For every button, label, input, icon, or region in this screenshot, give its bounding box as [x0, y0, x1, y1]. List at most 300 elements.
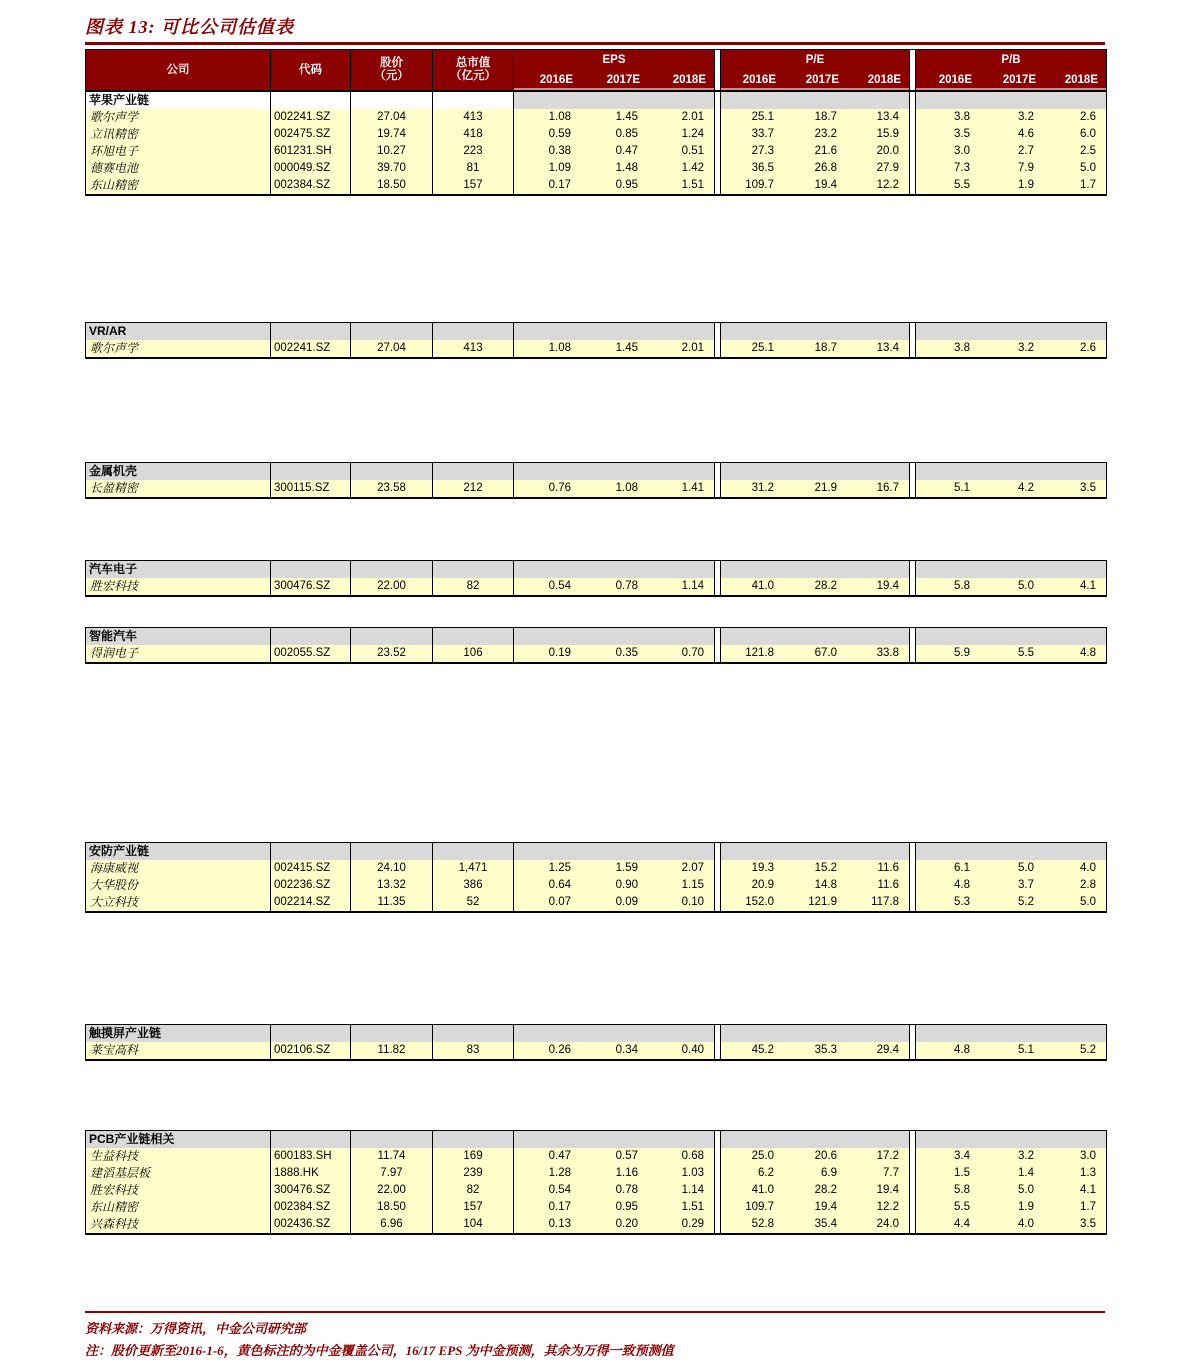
section-empty-cell — [721, 1131, 784, 1148]
section-empty-cell — [271, 561, 351, 578]
column-spacer — [714, 109, 721, 126]
column-spacer — [909, 1165, 916, 1182]
section-empty-cell — [514, 323, 581, 340]
pe-value-cell: 17.2 — [847, 1148, 909, 1165]
section-empty-cell — [784, 463, 847, 480]
price-cell: 7.97 — [351, 1165, 433, 1182]
section-empty-cell — [916, 628, 980, 645]
section-empty-cell — [514, 628, 581, 645]
eps-value-cell: 1.45 — [581, 109, 648, 126]
pe-value-cell: 19.4 — [784, 1199, 847, 1216]
section-empty-cell — [433, 561, 514, 578]
header-spacer — [909, 50, 916, 90]
section-5 — [85, 627, 1107, 664]
eps-value-cell: 0.13 — [514, 1216, 581, 1233]
column-spacer — [714, 177, 721, 194]
section-empty-cell — [433, 323, 514, 340]
column-spacer — [909, 92, 916, 109]
column-spacer — [714, 628, 721, 645]
pb-value-cell: 2.7 — [980, 143, 1044, 160]
pb-value-cell: 3.4 — [916, 1148, 980, 1165]
price-cell: 11.35 — [351, 894, 433, 911]
column-spacer — [714, 1182, 721, 1199]
section-empty-cell — [351, 628, 433, 645]
section-empty-cell — [980, 843, 1044, 860]
pe-value-cell: 23.2 — [784, 126, 847, 143]
pb-value-cell: 5.0 — [1044, 894, 1106, 911]
pe-value-cell: 109.7 — [721, 177, 784, 194]
company-name-cell: 建滔基层板 — [86, 1165, 271, 1182]
section-empty-cell — [916, 92, 980, 109]
pe-value-cell: 20.6 — [784, 1148, 847, 1165]
pe-value-cell: 26.8 — [784, 160, 847, 177]
section-empty-cell — [581, 463, 648, 480]
market-cap-cell: 157 — [433, 177, 514, 194]
section-empty-cell — [514, 92, 581, 109]
eps-value-cell: 0.20 — [581, 1216, 648, 1233]
pb-value-cell: 4.6 — [980, 126, 1044, 143]
year-header-eps-0: 2016E — [514, 70, 581, 90]
section-empty-cell — [847, 1131, 909, 1148]
section-empty-cell — [433, 628, 514, 645]
section-empty-cell — [721, 323, 784, 340]
section-empty-cell — [721, 92, 784, 109]
pe-value-cell: 11.6 — [847, 877, 909, 894]
section-empty-cell — [1044, 463, 1106, 480]
group-header-pb: P/B — [1001, 53, 1021, 66]
market-cap-cell: 52 — [433, 894, 514, 911]
section-empty-cell — [271, 1025, 351, 1042]
eps-value-cell: 0.85 — [581, 126, 648, 143]
pe-value-cell: 7.7 — [847, 1165, 909, 1182]
section-empty-cell — [648, 628, 714, 645]
eps-value-cell: 0.90 — [581, 877, 648, 894]
section-empty-cell — [980, 323, 1044, 340]
pe-value-cell: 35.3 — [784, 1042, 847, 1059]
section-empty-cell — [581, 1131, 648, 1148]
pe-value-cell: 67.0 — [784, 645, 847, 662]
eps-value-cell: 0.47 — [581, 143, 648, 160]
price-cell: 23.52 — [351, 645, 433, 662]
eps-value-cell: 0.07 — [514, 894, 581, 911]
section-3 — [85, 462, 1107, 499]
pb-value-cell: 4.0 — [980, 1216, 1044, 1233]
section-7 — [85, 1024, 1107, 1061]
year-header-pe-0: 2016E — [721, 70, 784, 90]
pb-value-cell: 4.4 — [916, 1216, 980, 1233]
pb-value-cell: 3.7 — [980, 877, 1044, 894]
section-empty-cell — [648, 1131, 714, 1148]
column-spacer — [714, 578, 721, 595]
price-cell: 11.82 — [351, 1042, 433, 1059]
pb-value-cell: 3.8 — [916, 340, 980, 357]
pe-value-cell: 6.2 — [721, 1165, 784, 1182]
section-empty-cell — [784, 628, 847, 645]
section-empty-cell — [980, 1131, 1044, 1148]
section-empty-cell — [1044, 628, 1106, 645]
valuation-table — [85, 49, 1107, 1235]
pe-value-cell: 16.7 — [847, 480, 909, 497]
column-spacer — [714, 894, 721, 911]
price-cell: 11.74 — [351, 1148, 433, 1165]
section-empty-cell — [1044, 323, 1106, 340]
company-name-cell: 大立科技 — [86, 894, 271, 911]
section-title-cell: 苹果产业链 — [86, 92, 271, 109]
eps-value-cell: 1.08 — [581, 480, 648, 497]
section-empty-cell — [1044, 1025, 1106, 1042]
column-spacer — [714, 92, 721, 109]
stock-code-cell: 002241.SZ — [271, 109, 351, 126]
year-header-eps-1: 2017E — [581, 70, 648, 90]
pb-value-cell: 4.2 — [980, 480, 1044, 497]
pe-value-cell: 28.2 — [784, 578, 847, 595]
group-header-pe: P/E — [805, 53, 825, 66]
eps-value-cell: 0.70 — [648, 645, 714, 662]
eps-value-cell: 1.14 — [648, 578, 714, 595]
section-empty-cell — [648, 92, 714, 109]
section-empty-cell — [980, 463, 1044, 480]
pb-value-cell: 1.4 — [980, 1165, 1044, 1182]
stock-code-cell: 1888.HK — [271, 1165, 351, 1182]
section-empty-cell — [916, 561, 980, 578]
eps-value-cell: 0.17 — [514, 177, 581, 194]
pb-value-cell: 6.0 — [1044, 126, 1106, 143]
pe-value-cell: 45.2 — [721, 1042, 784, 1059]
pe-value-cell: 13.4 — [847, 340, 909, 357]
pe-value-cell: 20.9 — [721, 877, 784, 894]
eps-value-cell: 0.57 — [581, 1148, 648, 1165]
section-empty-cell — [980, 92, 1044, 109]
column-spacer — [714, 143, 721, 160]
section-empty-cell — [784, 561, 847, 578]
pb-value-cell: 5.0 — [1044, 160, 1106, 177]
column-spacer — [909, 843, 916, 860]
market-cap-cell: 106 — [433, 645, 514, 662]
section-title-cell: 触摸屏产业链 — [86, 1025, 271, 1042]
price-cell: 22.00 — [351, 1182, 433, 1199]
eps-value-cell: 1.16 — [581, 1165, 648, 1182]
market-cap-cell: 104 — [433, 1216, 514, 1233]
market-cap-cell: 83 — [433, 1042, 514, 1059]
eps-value-cell: 0.34 — [581, 1042, 648, 1059]
col-header-company: 公司 — [86, 50, 271, 90]
company-name-cell: 兴森科技 — [86, 1216, 271, 1233]
market-cap-cell: 157 — [433, 1199, 514, 1216]
section-empty-cell — [581, 628, 648, 645]
year-header-pe-2: 2018E — [847, 70, 909, 90]
year-header-pb-0: 2016E — [916, 70, 980, 90]
year-header-pb-1: 2017E — [980, 70, 1044, 90]
column-spacer — [714, 1148, 721, 1165]
eps-value-cell: 0.78 — [581, 1182, 648, 1199]
section-empty-cell — [847, 843, 909, 860]
section-empty-cell — [514, 463, 581, 480]
market-cap-cell: 1,471 — [433, 860, 514, 877]
column-spacer — [909, 1182, 916, 1199]
eps-value-cell: 1.48 — [581, 160, 648, 177]
pe-value-cell: 20.0 — [847, 143, 909, 160]
pb-value-cell: 5.8 — [916, 578, 980, 595]
column-spacer — [714, 860, 721, 877]
mktcap-header-line2: （亿元） — [450, 70, 496, 82]
company-name-cell: 立讯精密 — [86, 126, 271, 143]
section-title-cell: 安防产业链 — [86, 843, 271, 860]
pe-value-cell: 19.3 — [721, 860, 784, 877]
company-name-cell: 长盈精密 — [86, 480, 271, 497]
pe-value-cell: 27.3 — [721, 143, 784, 160]
pb-value-cell: 2.8 — [1044, 877, 1106, 894]
pb-value-cell: 4.0 — [1044, 860, 1106, 877]
column-spacer — [714, 1042, 721, 1059]
section-title-cell: 汽车电子 — [86, 561, 271, 578]
pb-value-cell: 5.0 — [980, 860, 1044, 877]
eps-value-cell: 1.51 — [648, 177, 714, 194]
pe-value-cell: 28.2 — [784, 1182, 847, 1199]
year-header-pe-1: 2017E — [784, 70, 847, 90]
pe-value-cell: 6.9 — [784, 1165, 847, 1182]
pb-value-cell: 5.5 — [980, 645, 1044, 662]
column-spacer — [909, 645, 916, 662]
section-empty-cell — [916, 1025, 980, 1042]
pe-value-cell: 52.8 — [721, 1216, 784, 1233]
stock-code-cell: 002475.SZ — [271, 126, 351, 143]
pb-value-cell: 3.2 — [980, 1148, 1044, 1165]
section-2 — [85, 322, 1107, 359]
section-empty-cell — [721, 463, 784, 480]
section-8 — [85, 1130, 1107, 1235]
section-empty-cell — [648, 561, 714, 578]
section-empty-cell — [271, 463, 351, 480]
pe-value-cell: 25.1 — [721, 109, 784, 126]
section-title-cell: 智能汽车 — [86, 628, 271, 645]
column-spacer — [909, 177, 916, 194]
figure-title: 图表 13: 可比公司估值表 — [85, 17, 294, 37]
section-empty-cell — [351, 843, 433, 860]
column-spacer — [909, 578, 916, 595]
pe-value-cell: 18.7 — [784, 340, 847, 357]
pe-value-cell: 25.1 — [721, 340, 784, 357]
eps-value-cell: 0.29 — [648, 1216, 714, 1233]
section-empty-cell — [271, 843, 351, 860]
market-cap-cell: 82 — [433, 1182, 514, 1199]
section-empty-cell — [581, 843, 648, 860]
eps-value-cell: 1.51 — [648, 1199, 714, 1216]
pb-value-cell: 5.1 — [980, 1042, 1044, 1059]
stock-code-cell: 002415.SZ — [271, 860, 351, 877]
pe-value-cell: 14.8 — [784, 877, 847, 894]
section-empty-cell — [581, 1025, 648, 1042]
eps-value-cell: 0.17 — [514, 1199, 581, 1216]
column-spacer — [909, 126, 916, 143]
market-cap-cell: 239 — [433, 1165, 514, 1182]
column-spacer — [714, 1165, 721, 1182]
pe-value-cell: 121.9 — [784, 894, 847, 911]
section-empty-cell — [916, 843, 980, 860]
pb-value-cell: 6.1 — [916, 860, 980, 877]
column-spacer — [909, 143, 916, 160]
section-empty-cell — [433, 1131, 514, 1148]
pe-value-cell: 41.0 — [721, 1182, 784, 1199]
price-cell: 23.58 — [351, 480, 433, 497]
eps-value-cell: 1.28 — [514, 1165, 581, 1182]
company-name-cell: 歌尔声学 — [86, 340, 271, 357]
pe-value-cell: 19.4 — [784, 177, 847, 194]
eps-value-cell: 0.19 — [514, 645, 581, 662]
column-spacer — [909, 1148, 916, 1165]
section-empty-cell — [514, 1025, 581, 1042]
eps-value-cell: 0.68 — [648, 1148, 714, 1165]
company-name-cell: 莱宝高科 — [86, 1042, 271, 1059]
price-cell: 24.10 — [351, 860, 433, 877]
section-empty-cell — [581, 92, 648, 109]
column-spacer — [909, 1025, 916, 1042]
column-spacer — [909, 628, 916, 645]
table-header — [85, 49, 1107, 92]
section-empty-cell — [514, 1131, 581, 1148]
eps-value-cell: 1.59 — [581, 860, 648, 877]
stock-code-cell: 300476.SZ — [271, 1182, 351, 1199]
section-empty-cell — [784, 1131, 847, 1148]
eps-value-cell: 0.40 — [648, 1042, 714, 1059]
section-empty-cell — [351, 92, 433, 109]
market-cap-cell: 169 — [433, 1148, 514, 1165]
section-empty-cell — [784, 843, 847, 860]
pe-value-cell: 15.9 — [847, 126, 909, 143]
company-name-cell: 歌尔声学 — [86, 109, 271, 126]
table-figure — [85, 0, 1107, 1359]
eps-value-cell: 0.09 — [581, 894, 648, 911]
pe-value-cell: 21.9 — [784, 480, 847, 497]
section-empty-cell — [351, 1131, 433, 1148]
pb-value-cell: 4.1 — [1044, 578, 1106, 595]
eps-value-cell: 1.08 — [514, 109, 581, 126]
market-cap-cell: 413 — [433, 340, 514, 357]
market-cap-cell: 82 — [433, 578, 514, 595]
pe-value-cell: 121.8 — [721, 645, 784, 662]
pe-value-cell: 109.7 — [721, 1199, 784, 1216]
column-spacer — [714, 843, 721, 860]
section-empty-cell — [648, 1025, 714, 1042]
column-spacer — [714, 1131, 721, 1148]
pe-value-cell: 117.8 — [847, 894, 909, 911]
pb-value-cell: 1.5 — [916, 1165, 980, 1182]
eps-value-cell: 1.24 — [648, 126, 714, 143]
price-cell: 22.00 — [351, 578, 433, 595]
section-empty-cell — [1044, 92, 1106, 109]
eps-value-cell: 0.59 — [514, 126, 581, 143]
column-spacer — [909, 860, 916, 877]
column-spacer — [714, 561, 721, 578]
section-empty-cell — [980, 628, 1044, 645]
price-cell: 13.32 — [351, 877, 433, 894]
column-spacer — [909, 480, 916, 497]
company-name-cell: 德赛电池 — [86, 160, 271, 177]
pb-value-cell: 1.9 — [980, 1199, 1044, 1216]
pe-value-cell: 11.6 — [847, 860, 909, 877]
eps-value-cell: 0.35 — [581, 645, 648, 662]
section-empty-cell — [351, 561, 433, 578]
column-spacer — [714, 645, 721, 662]
pb-value-cell: 1.3 — [1044, 1165, 1106, 1182]
col-header-mktcap — [433, 50, 514, 90]
eps-value-cell: 0.78 — [581, 578, 648, 595]
column-spacer — [909, 1042, 916, 1059]
pb-value-cell: 7.9 — [980, 160, 1044, 177]
eps-value-cell: 1.14 — [648, 1182, 714, 1199]
section-4 — [85, 560, 1107, 597]
stock-code-cell: 002241.SZ — [271, 340, 351, 357]
column-spacer — [909, 160, 916, 177]
column-spacer — [909, 323, 916, 340]
pb-value-cell: 1.9 — [980, 177, 1044, 194]
pe-value-cell: 19.4 — [847, 1182, 909, 1199]
section-empty-cell — [351, 323, 433, 340]
eps-value-cell: 1.03 — [648, 1165, 714, 1182]
stock-code-cell: 300115.SZ — [271, 480, 351, 497]
mktcap-header-line1: 总市值 — [455, 57, 491, 69]
market-cap-cell: 223 — [433, 143, 514, 160]
price-cell: 27.04 — [351, 340, 433, 357]
eps-value-cell: 0.10 — [648, 894, 714, 911]
section-empty-cell — [847, 92, 909, 109]
pe-value-cell: 31.2 — [721, 480, 784, 497]
pe-value-cell: 18.7 — [784, 109, 847, 126]
note-line: 注：股价更新至2016-1-6，黄色标注的为中金覆盖公司，16/17 EPS 为中金预测，其余为万得一致预测值 — [85, 1343, 674, 1358]
eps-value-cell: 1.42 — [648, 160, 714, 177]
company-name-cell: 胜宏科技 — [86, 1182, 271, 1199]
company-name-cell: 海康威视 — [86, 860, 271, 877]
price-cell: 6.96 — [351, 1216, 433, 1233]
pb-value-cell: 3.2 — [980, 109, 1044, 126]
section-empty-cell — [1044, 1131, 1106, 1148]
section-empty-cell — [916, 463, 980, 480]
section-empty-cell — [433, 463, 514, 480]
pb-value-cell: 3.0 — [1044, 1148, 1106, 1165]
company-name-cell: 东山精密 — [86, 1199, 271, 1216]
group-header-eps: EPS — [602, 53, 626, 66]
pb-value-cell: 5.1 — [916, 480, 980, 497]
section-empty-cell — [271, 1131, 351, 1148]
eps-value-cell: 1.15 — [648, 877, 714, 894]
eps-value-cell: 0.54 — [514, 1182, 581, 1199]
section-empty-cell — [648, 323, 714, 340]
column-spacer — [714, 340, 721, 357]
section-1 — [85, 92, 1107, 196]
pe-value-cell: 25.0 — [721, 1148, 784, 1165]
col-header-price — [351, 50, 433, 90]
column-spacer — [909, 877, 916, 894]
section-title-cell: PCB产业链相关 — [86, 1131, 271, 1148]
column-spacer — [909, 340, 916, 357]
market-cap-cell: 418 — [433, 126, 514, 143]
pe-value-cell: 24.0 — [847, 1216, 909, 1233]
section-empty-cell — [271, 323, 351, 340]
eps-value-cell: 2.01 — [648, 340, 714, 357]
eps-value-cell: 1.25 — [514, 860, 581, 877]
pe-value-cell: 15.2 — [784, 860, 847, 877]
pb-value-cell: 3.2 — [980, 340, 1044, 357]
stock-code-cell: 002214.SZ — [271, 894, 351, 911]
col-header-code: 代码 — [271, 50, 351, 90]
pb-value-cell: 4.1 — [1044, 1182, 1106, 1199]
column-spacer — [909, 109, 916, 126]
price-cell: 10.27 — [351, 143, 433, 160]
price-cell: 19.74 — [351, 126, 433, 143]
pe-value-cell: 13.4 — [847, 109, 909, 126]
pb-value-cell: 5.5 — [916, 1199, 980, 1216]
section-empty-cell — [847, 561, 909, 578]
market-cap-cell: 212 — [433, 480, 514, 497]
